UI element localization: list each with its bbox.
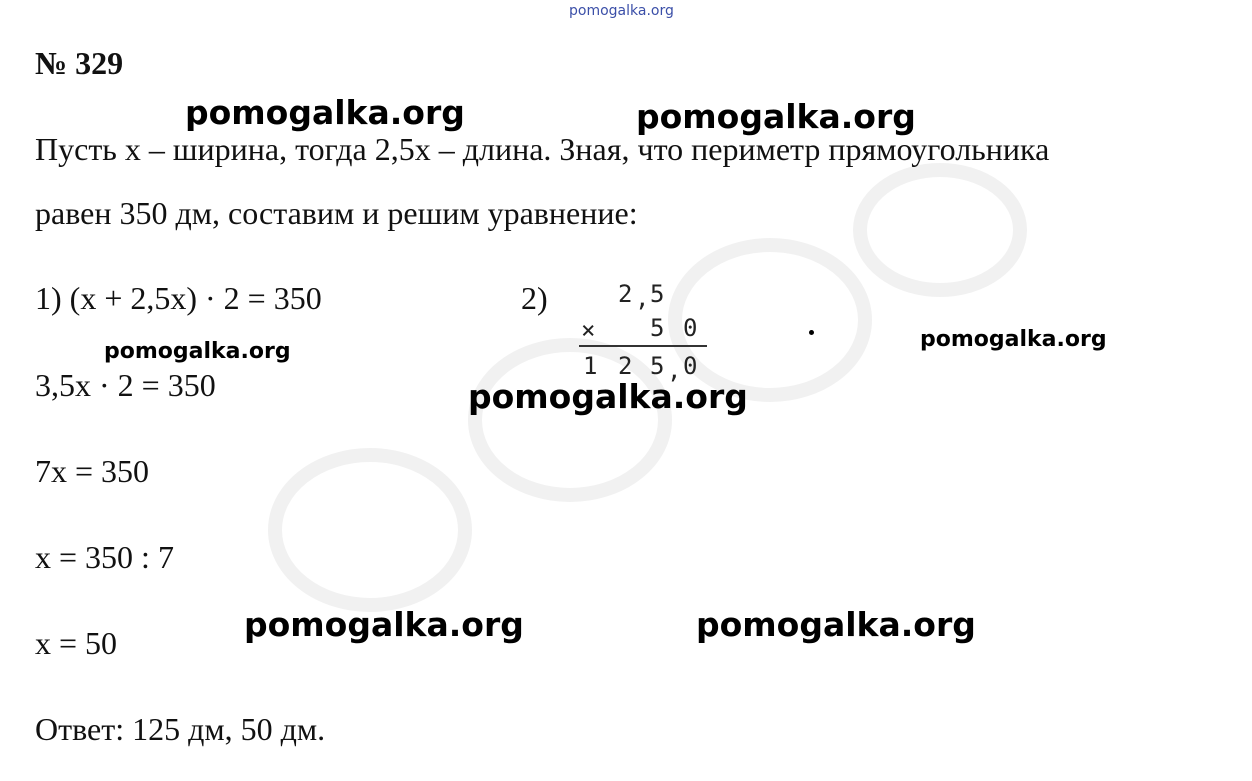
mult-result-comma: ,: [667, 356, 682, 384]
watermark-text: pomogalka.org: [636, 97, 916, 136]
equation-line: 7x = 350: [35, 453, 150, 489]
watermark-text: pomogalka.org: [244, 605, 524, 644]
step-1-equation: 1) (x + 2,5x) · 2 = 350: [35, 280, 322, 316]
mult-middle-digit: 0: [683, 314, 698, 342]
watermark-text: pomogalka.org: [920, 327, 1107, 352]
equation-line: 3,5x · 2 = 350: [35, 367, 216, 403]
site-header-watermark: pomogalka.org: [569, 3, 674, 19]
answer-line: Ответ: 125 дм, 50 дм.: [35, 711, 326, 747]
mult-top-comma: ,: [635, 284, 650, 312]
mult-top-digit: 2: [618, 280, 633, 308]
intro-line-2: равен 350 дм, составим и решим уравнение:: [35, 195, 638, 231]
mult-result-digit: 2: [618, 352, 633, 380]
equation-line: x = 350 : 7: [35, 539, 174, 575]
watermark-text: pomogalka.org: [468, 377, 748, 416]
mult-result-digit: 1: [583, 352, 598, 380]
stray-dot: [809, 330, 814, 335]
watermark-text: pomogalka.org: [185, 93, 465, 132]
problem-number: № 329: [35, 45, 124, 81]
mult-result-digit: 5: [650, 352, 665, 380]
step-2-label: 2): [521, 280, 548, 316]
equation-line: x = 50: [35, 625, 118, 661]
mult-middle-digit: 5: [650, 314, 665, 342]
column-multiplication: [575, 278, 715, 388]
intro-line-1: Пусть x – ширина, тогда 2,5x – длина. Зная, что периметр прямоугольника: [35, 131, 1050, 167]
watermark-text: pomogalka.org: [696, 605, 976, 644]
mult-top-digit: 5: [650, 280, 665, 308]
mult-rule: [579, 345, 707, 347]
watermark-text: pomogalka.org: [104, 339, 291, 364]
mult-result-digit: 0: [683, 352, 698, 380]
multiply-sign: ×: [581, 316, 596, 344]
